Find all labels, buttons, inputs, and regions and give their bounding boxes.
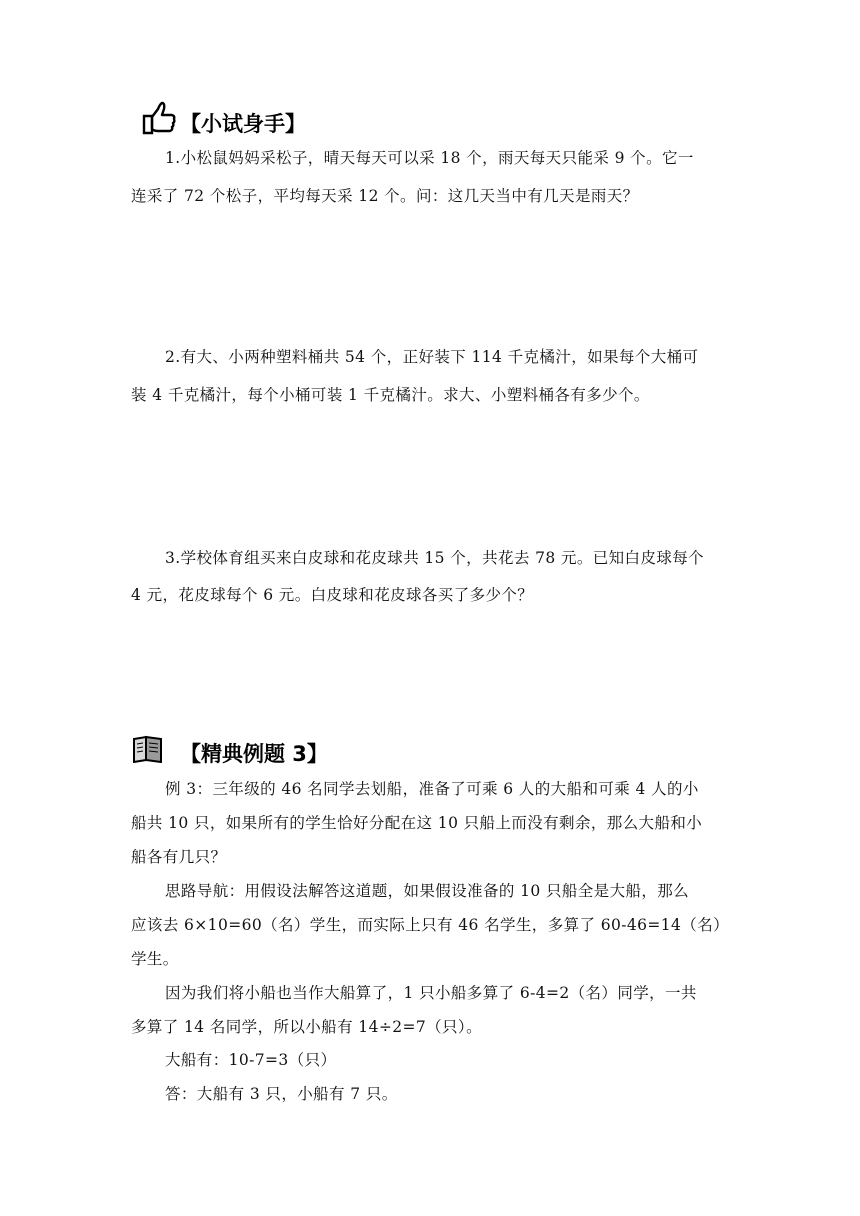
example-line-1: 例 3：三年级的 46 名同学去划船，准备了可乘 6 人的大船和可乘 4 人的小 xyxy=(165,780,699,798)
problem-2-line-2: 装 4 千克橘汁，每个小桶可装 1 千克橘汁。求大、小塑料桶各有多少个。 xyxy=(131,386,650,404)
big-boats-calc: 大船有：10-7=3（只） xyxy=(165,1051,337,1069)
reason-line-1: 因为我们将小船也当作大船算了，1 只小船多算了 6-4=2（名）同学，一共 xyxy=(165,984,697,1002)
analysis-line-2: 应该去 6×10=60（名）学生，而实际上只有 46 名学生，多算了 60-46=14（名） xyxy=(131,916,730,934)
problem-3-line-1: 3.学校体育组买来白皮球和花皮球共 15 个，共花去 78 元。已知白皮球每个 xyxy=(165,549,705,567)
problem-1-line-1: 1.小松鼠妈妈采松子，晴天每天可以采 18 个，雨天每天只能采 9 个。它一 xyxy=(165,149,694,167)
problem-3-line-2: 4 元，花皮球每个 6 元。白皮球和花皮球各买了多少个？ xyxy=(131,586,534,604)
answer: 答：大船有 3 只，小船有 7 只。 xyxy=(165,1085,398,1103)
example-line-2: 船共 10 只，如果所有的学生恰好分配在这 10 只船上而没有剩余，那么大船和小 xyxy=(131,814,703,832)
example-line-3: 船各有几只？ xyxy=(131,848,227,866)
problem-1-line-2: 连采了 72 个松子，平均每天采 12 个。问：这几天当中有几天是雨天？ xyxy=(131,187,639,205)
section-title-example: 【精典例题 3】 xyxy=(180,742,328,766)
analysis-line-3: 学生。 xyxy=(131,950,179,968)
reason-line-2: 多算了 14 名同学，所以小船有 14÷2=7（只）。 xyxy=(131,1018,482,1036)
analysis-line-1: 思路导航：用假设法解答这道题，如果假设准备的 10 只船全是大船，那么 xyxy=(165,882,690,900)
book-icon xyxy=(131,735,165,763)
section-title-practice: 【小试身手】 xyxy=(180,112,306,136)
thumbs-up-icon xyxy=(141,101,177,135)
problem-2-line-1: 2.有大、小两种塑料桶共 54 个，正好装下 114 千克橘汁，如果每个大桶可 xyxy=(165,348,699,366)
